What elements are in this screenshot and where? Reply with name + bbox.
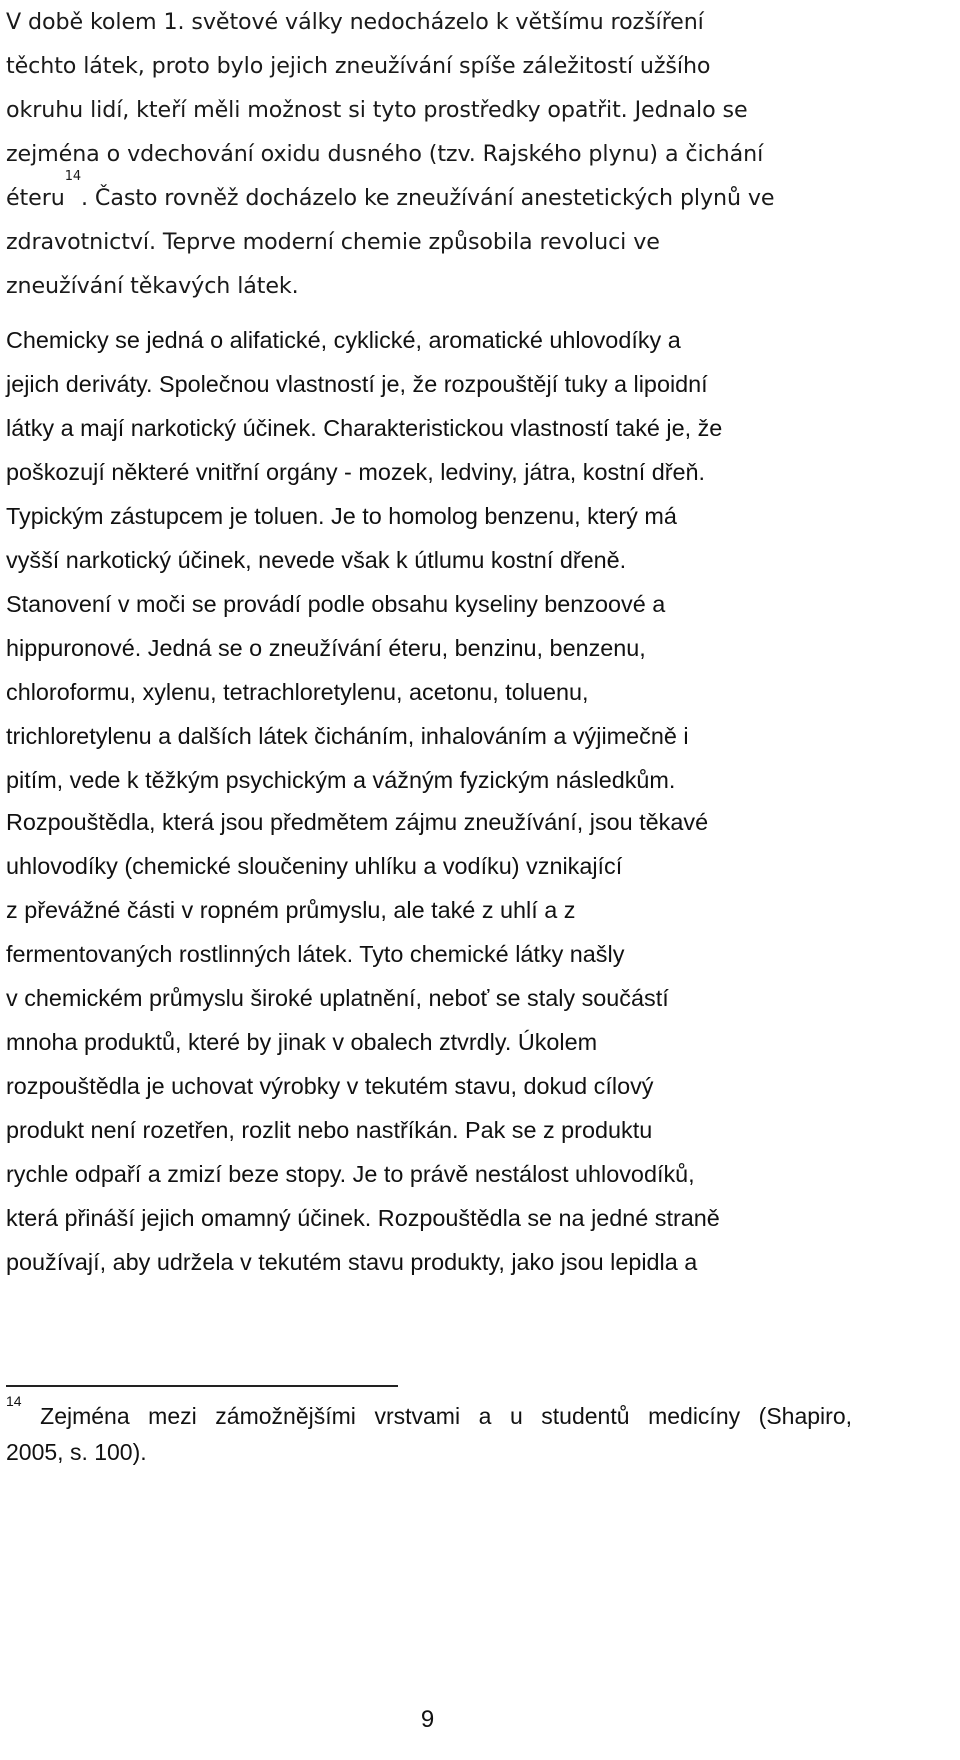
- text-line: vyšší narkotický účinek, nevede však k útlumu kostní dřeně.: [6, 547, 627, 573]
- footnote-line: [6, 1393, 852, 1434]
- text-line: produkt není rozetřen, rozlit nebo nastříkán. Pak se z produktu: [6, 1117, 653, 1143]
- footnote-line: 2005, s. 100).: [6, 1439, 147, 1465]
- text-line: z převážné části v ropném průmyslu, ale také z uhlí a z: [6, 897, 576, 923]
- text-line: V době kolem 1. světové války nedocházelo k většímu rozšíření: [6, 9, 704, 35]
- text-line: mnoha produktů, které by jinak v obalech ztvrdly. Úkolem: [6, 1029, 598, 1055]
- text-line: okruhu lidí, kteří měli možnost si tyto prostředky opatřit. Jednalo se: [6, 97, 748, 123]
- text-line: která přináší jejich omamný účinek. Rozpouštědla se na jedné straně: [6, 1205, 720, 1231]
- text-line: [6, 169, 960, 220]
- text-line: látky a mají narkotický účinek. Charakteristickou vlastností také je, že: [6, 415, 723, 441]
- paragraph-history: [6, 0, 960, 308]
- page-number: 9: [420, 1706, 435, 1733]
- text-line: těchto látek, proto bylo jejich zneužívání spíše záležitostí užšího: [6, 53, 711, 79]
- text-line: fermentovaných rostlinných látek. Tyto chemické látky našly: [6, 941, 625, 967]
- text-line: Rozpouštědla, která jsou předmětem zájmu zneužívání, jsou těkavé: [6, 809, 709, 835]
- footnote: [6, 1393, 852, 1470]
- text-line: v chemickém průmyslu široké uplatnění, neboť se staly součástí: [6, 985, 669, 1011]
- text-line: chloroformu, xylenu, tetrachloretylenu, acetonu, toluenu,: [6, 679, 589, 705]
- paragraph-solvents: [6, 800, 960, 1284]
- footnote-text: Zejména mezi zámožnějšími vrstvami a u studentů medicíny (Shapiro,: [40, 1403, 852, 1429]
- text-line: pitím, vede k těžkým psychickým a vážným fyzickým následkům.: [6, 767, 676, 793]
- text-line: zneužívání těkavých látek.: [6, 273, 299, 299]
- footnote-number: 14: [6, 1393, 22, 1409]
- text-segment: . Často rovněž docházelo ke zneužívání anestetických plynů ve: [81, 185, 775, 211]
- text-line: rychle odpaří a zmizí beze stopy. Je to právě nestálost uhlovodíků,: [6, 1161, 695, 1187]
- text-line: poškozují některé vnitřní orgány - mozek, ledviny, játra, kostní dřeň.: [6, 459, 706, 485]
- text-line: hippuronové. Jedná se o zneužívání éteru, benzinu, benzenu,: [6, 635, 646, 661]
- text-line: Chemicky se jedná o alifatické, cyklické, aromatické uhlovodíky a: [6, 327, 681, 353]
- text-line: jejich deriváty. Společnou vlastností je, že rozpouštějí tuky a lipoidní: [6, 371, 708, 397]
- footnote-separator: [6, 1385, 398, 1387]
- text-segment: éteru: [6, 185, 65, 211]
- text-line: rozpouštědla je uchovat výrobky v tekutém stavu, dokud cílový: [6, 1073, 654, 1099]
- text-line: zdravotnictví. Teprve moderní chemie způsobila revoluci ve: [6, 229, 660, 255]
- text-line: trichloretylenu a dalších látek čicháním, inhalováním a výjimečně i: [6, 723, 689, 749]
- text-line: zejména o vdechování oxidu dusného (tzv. Rajského plynu) a čichání: [6, 141, 764, 167]
- text-line: Typickým zástupcem je toluen. Je to homolog benzenu, který má: [6, 503, 677, 529]
- text-line: používají, aby udržela v tekutém stavu produkty, jako jsou lepidla a: [6, 1249, 698, 1275]
- text-line: Stanovení v moči se provádí podle obsahu kyseliny benzoové a: [6, 591, 666, 617]
- paragraph-chemistry: [6, 318, 960, 802]
- text-line: uhlovodíky (chemické sloučeniny uhlíku a vodíku) vznikající: [6, 853, 623, 879]
- footnote-reference[interactable]: 14: [64, 169, 82, 184]
